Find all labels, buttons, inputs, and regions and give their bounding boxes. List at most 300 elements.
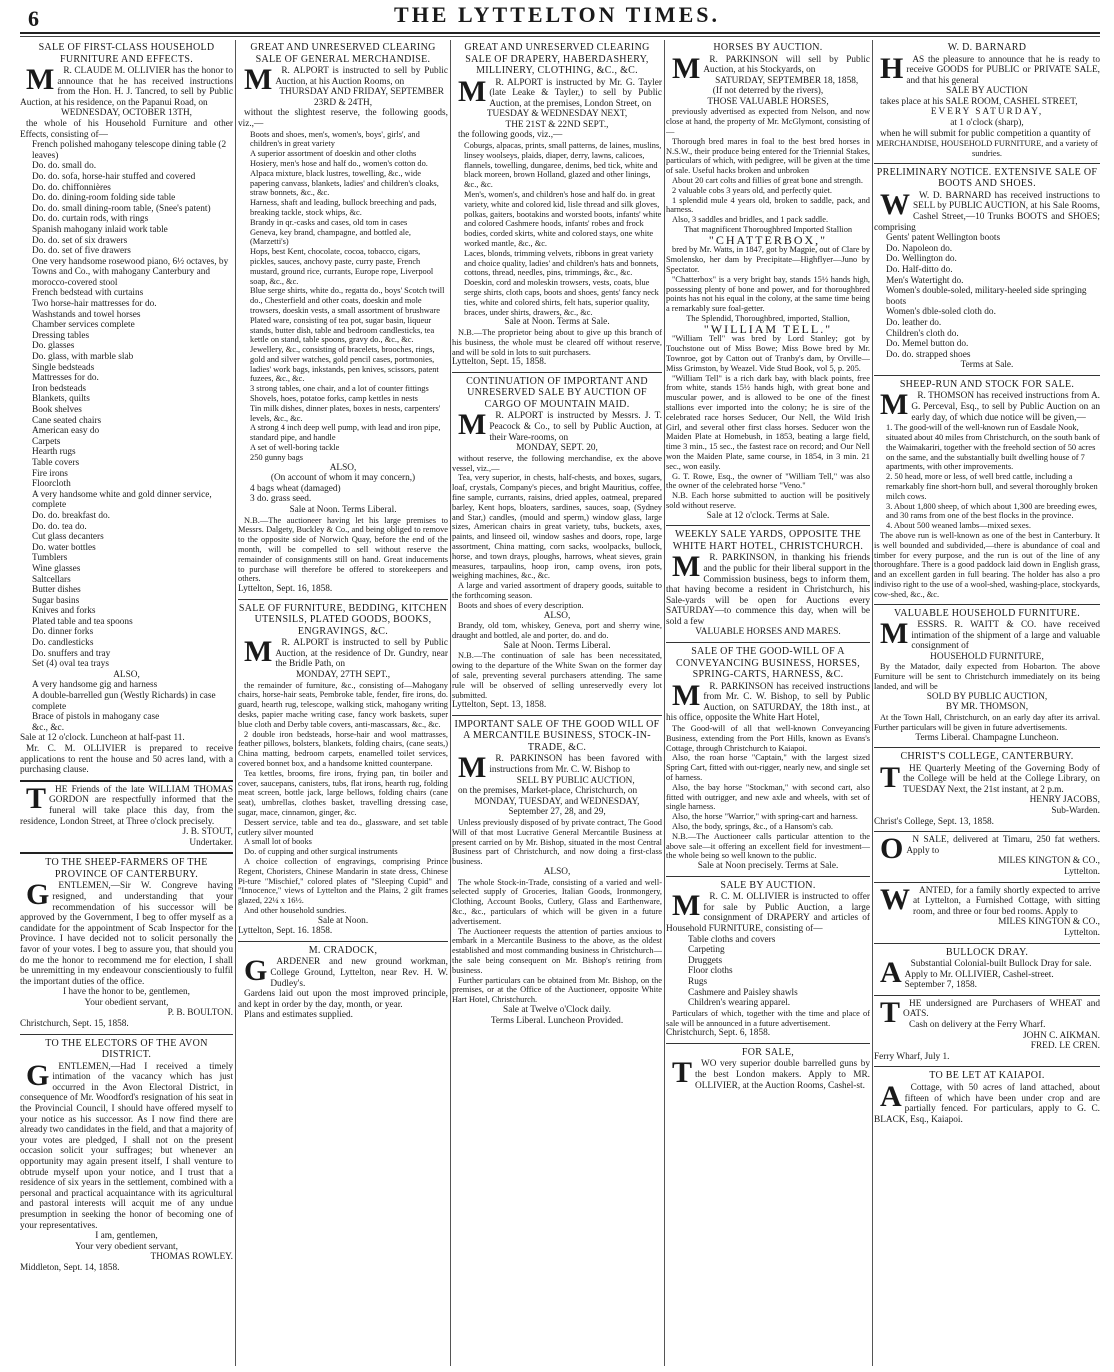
ad-separator (20, 1034, 233, 1035)
drop-cap: M (458, 408, 487, 442)
ad-text: Plans and estimates supplied. (244, 1010, 353, 1021)
list-item: Plated ware, consisting of tea pot, sugar basin, liqueur stands, butter dish, table and bedroom candlesticks, tea kettle on stand, table spoons, gravy do., &c., &c. (250, 315, 435, 345)
list-item: Cut glass decanters (32, 532, 104, 543)
ad-intro: R. ALPORT is instructed by Mr. G. Tayler (late Leake & Tayler,) to sell by Public Auction, at the premises, London Street, on (489, 77, 662, 109)
ad-separator (874, 375, 1100, 376)
ad-subheading: SELL BY PUBLIC AUCTION, (516, 775, 635, 786)
ad-separator (452, 715, 662, 716)
list-item: Do. do. breakfast do. (32, 510, 110, 521)
list-item: 3 strong tables, one chair, and a lot of counter fittings (250, 384, 429, 394)
list-item: Floor cloths (688, 966, 733, 977)
ad-separator (874, 943, 1100, 944)
ad-note: (If not deterred by the rivers), (712, 86, 824, 97)
date-line: Middleton, Sept. 14, 1858. (20, 1262, 120, 1273)
sale-date: TUESDAY & WEDNESDAY NEXT, (486, 109, 628, 120)
list-item: Do. Half-ditto do. (886, 265, 953, 275)
list-item: Gents' patent Wellington boots (886, 233, 1001, 244)
drop-cap: W (880, 882, 910, 916)
list-item: Do. do. sofa, horse-hair stuffed and covered (32, 171, 196, 182)
ad-body: The above run is well-known as one of the best in Canterbury. It is well bounded and subdivided,—there is abundance of coal and timber for every purpose, and the run is out of the line of any thoroughfare. There is a good paddock laid down in English grass, and an excellent garden in full bearing. The holder has also a pro indiviso right to the use of a wool-shed, washing-place, stockyards, cow-shed, &c., &c. (874, 530, 1100, 599)
column-divider (235, 40, 236, 1366)
ad-body: A large and varied assortment of drapery goods, suitable to the forthcoming season. (452, 581, 662, 601)
drop-cap: T (26, 781, 47, 815)
ad-body: At the Town Hall, Christchurch, on an early day after its arrival. Further particulars will be given in future advertisements. (874, 713, 1100, 732)
ad-body: without the slightest reserve, the following goods, viz.,— (238, 108, 448, 129)
horse-name: "WILLIAM TELL." (703, 321, 833, 336)
ad-body: Brandy, old tom, whiskey, Geneva, port and sherry wine, draught and bottled, ale and porter, do. and do. (452, 621, 662, 640)
ad-note: N.B.—The proprietor being about to give up this branch of his business, the whole must be cleared off without reserve, and will be sold in lots to suit purchasers. (452, 328, 662, 357)
ad-intro: R. ALPORT is instructed by Messrs. J. T. Peacock & Co., to sell by Public Auction, at their Ware-rooms, on (489, 411, 662, 443)
ad-heading: TO THE ELECTORS OF THE AVON DISTRICT. (45, 1037, 208, 1061)
sale-terms: Sale at Noon. Terms Liberal. (503, 640, 611, 651)
list-item: Brandy in qr.-casks and cases, old tom in cases (250, 217, 408, 227)
list-item: Plated table and tea spoons (32, 616, 133, 627)
list-item: French polished mahogany telescope dining table (2 leaves) (32, 140, 227, 161)
list-item: Do. do. set of six drawers (32, 235, 128, 246)
ad-separator (666, 525, 870, 526)
drop-cap: A (880, 1079, 902, 1113)
list-item: Table covers (32, 457, 80, 468)
ad-body: MERCHANDISE, HOUSEHOLD FURNITURE, and a variety of sundries. (876, 139, 1098, 159)
list-item: Mattresses for do. (32, 373, 99, 384)
sale-terms: Sale at 12 o'clock. Luncheon at half-past 11. (20, 733, 185, 744)
ad-text: ANTED, for a family shortly expected to arrive at Lyttelton, a Furnished Cottage, with sitting room, and three or four bed rooms. Apply to (913, 885, 1100, 917)
column-divider (664, 40, 665, 1366)
list-item: Tumblers (32, 553, 68, 564)
signer: JOHN C. AIKMAN. (1023, 1030, 1100, 1041)
ad-body: previously advertised as expected from Nelson, and now close at hand, the property of Mr. McGlymont, consisting of— (666, 107, 870, 137)
drop-cap: A (880, 956, 902, 990)
ad-text: Cottage, with 50 acres of land attached, about fifteen of which have been under crop and are partially fenced. For particulars, apply to G. C. BLACK, Esq., Kaiapoi. (874, 1082, 1100, 1125)
list-item: Saltcellars (32, 574, 71, 585)
ad-body: without reserve, the following merchandise, ex the above vessel, viz.,— (452, 453, 662, 473)
ad-heading: GREAT AND UNRESERVED CLEARING SALE OF GENERAL MERCHANDISE. (250, 42, 436, 65)
list-item: Do. do. strapped shoes (886, 349, 971, 360)
ad-body: Tea, very superior, in chests, half-chests, and boxes, sugars, loaf, crystals, Company's pieces, and bright Mauritius, coffee, fine sample, currants, raisins, dried apples, oatmeal, prepared barley, Kent hops, bloaters, sardines, sauces, soap, (Sydney and Star,) candles, (mould and sperm,) window glass, large sizes, American chairs in great variety, tubs, buckets, axes, paints, and linseed oil, window sashes and doors, rope, large assortment, China matting, corn sacks, woolpacks, bullock, horse, and town drays, ploughs, harrows, wheat sieves, grain measures, tarpaulins, hoop iron, camp ovens, iron pots, weighing machines, &c., &c. (452, 473, 662, 581)
ad-separator (666, 1043, 870, 1044)
ad-text: ENTLEMEN,—Sir W. Congreve having resigned, and understanding that your recommendation of his successor will be approved by the Government, I beg to offer myself as a candidate for the appointment of Scab Inspector for the Province. I have decided not to solicit personally the favor of your votes. I beg to assure you, that should you do me the honor to recommend me for election, I shall be unremitting in my endeavour conscientiously to fulfil the important duties of the office. (20, 881, 233, 987)
list-item: Do. water bottles (32, 542, 96, 553)
drop-cap: G (26, 878, 50, 912)
list-item: Do. do. dining-room folding side table (32, 193, 176, 204)
column-1 (20, 40, 233, 1366)
ad-heading: IMPORTANT SALE OF THE GOOD WILL OF A MERCANTILE BUSINESS, STOCK-IN-TRADE, &C. (454, 718, 660, 753)
ad-heading: HORSES BY AUCTION. (713, 42, 823, 53)
drop-cap: T (672, 1056, 693, 1090)
closing: Your very obedient servant, (75, 1241, 178, 1252)
ad-text: Substantial Colonial-built Bullock Dray for sale. (910, 959, 1092, 970)
list-item: Blankets, quilts (32, 394, 90, 405)
sale-terms: Sale at Twelve o'Clock daily. (503, 1004, 611, 1015)
ad-body: the whole of his Household Furniture and other Effects, consisting of— (20, 118, 233, 140)
ad-body: when he will submit for public competition a quantity of (880, 128, 1091, 139)
signer-title: Sub-Warden. (1051, 806, 1100, 817)
drop-cap: M (880, 388, 909, 422)
list-item: Chamber services complete (32, 320, 135, 331)
list-item: A double-barrelled gun (Westly Richards) in case complete (32, 691, 216, 712)
signer: HENRY JACOBS, (1029, 795, 1100, 806)
ad-separator (238, 599, 448, 600)
item-list (20, 140, 233, 670)
column-2 (238, 40, 448, 1366)
date-line: Lyttelton, Sept. 15, 1858. (452, 357, 547, 368)
list-item: Cashmere and Paisley shawls (688, 987, 798, 998)
list-item: Children's cloth do. (886, 328, 959, 339)
list-item: Single bedsteads (32, 362, 95, 373)
list-item: Boots and shoes, men's, women's, boys', girls', and children's in great variety (250, 129, 420, 149)
ad-body: And other household sundries. (244, 906, 347, 915)
page-number: 6 (28, 6, 39, 31)
ad-text: W. D. BARNARD has received instructions to SELL by PUBLIC AUCTION, at his Sale Rooms, Cashel Street,—10 Trunks BOOTS and SHOES; comprising (874, 190, 1100, 233)
list-item: (On account of whom it may concern,) (270, 473, 416, 484)
ad-body: Unless previously disposed of by private contract, The Good Will of that most Lucrative General Mercantile Business at present carried on by Mr. Bishop, situated in the most Central Business part of Christchurch, and now doing a first-class business. (452, 818, 662, 867)
list-item: 4. About 500 weaned lambs—mixed sexes. (886, 521, 1031, 531)
list-item: Doeskin, cord and moleskin trowsers, vests, coats, blue serge shirts, cloth caps, boots and shoes, gents' fancy neck ties, white and colored shirts, felt hats, superior quality, braces, under shirts, drawers, &c., &c. (464, 278, 659, 317)
list-item: 4 bags wheat (damaged) (250, 483, 341, 494)
list-item: Do. do. set of five drawers (32, 246, 131, 257)
ad-heading: PRELIMINARY NOTICE. EXTENSIVE SALE OF BOOTS AND SHOES. (876, 166, 1098, 190)
ad-body: on the premises, Market-place, Christchurch, on (458, 786, 638, 797)
sale-date: THURSDAY AND FRIDAY, SEPTEMBER 23RD & 24TH, (279, 87, 444, 108)
date-line: Ferry Wharf, July 1. (874, 1051, 950, 1062)
list-item: A superior assortment of doeskin and other cloths (250, 149, 417, 159)
list-item: Dressing tables (32, 330, 90, 341)
ad-body: Further particulars can be obtained from Mr. Bishop, on the premises, or at the Office of the Auctioneer, opposite White Hart Hotel, Christchurch. (452, 975, 662, 1005)
ad-subheading: SALE BY AUCTION (946, 86, 1028, 97)
list-item: Carpets (32, 436, 61, 447)
ad-body: Also, 3 saddles and bridles, and 1 pack saddle. (672, 215, 829, 225)
list-item: Do. do. tea do. (32, 521, 87, 532)
ad-body: A small lot of books (244, 837, 312, 847)
list-item: Do. leather do. (886, 317, 942, 328)
drop-cap: M (672, 550, 701, 584)
signer-place: Lyttelton. (1064, 928, 1100, 939)
list-item: American easy do (32, 426, 100, 437)
ad-text: ESSRS. R. WAITT & CO. have received intimation of the shipment of a large and valuable consignment of (911, 620, 1100, 652)
list-item: Men's, women's, and children's hose and half do. in great variety, white and colored kid, lisle thread and silk gloves, polkas, gaiters, bootakins and worsted boots, infants' white and colored Cashmere hoods, infants' robes and frock bodies, corded skirts, white and colored stays, one white worked mantle, &c., &c. (464, 190, 662, 249)
drop-cap: M (880, 617, 909, 651)
ad-intro: R. CLAUDE M. OLLIVIER has the honor to announce that he has received instructions from the Hon. H. J. Tancred, to sell by Public Auction, at his residence, on the Papanui Road, on (20, 66, 233, 108)
ad-body: Dessert service, table and tea do., glassware, and set table cutlery silver mounted (238, 817, 448, 837)
list-item: Two horse-hair mattresses for do. (32, 299, 157, 310)
ad-text: HE Quarterly Meeting of the Governing Body of the College will be held at the College Library, on TUESDAY Next, the 21st instant, at 2 p.m. (903, 763, 1100, 795)
list-item: Do. do. curtain rods, with rings (32, 214, 149, 225)
list-item: Butter dishes (32, 585, 81, 596)
ad-body: bred by Mr. Watts, in 1847, got by Magpie, out of Clare by Smolensko, her dam by Precipitate—Highflyer—Juno by Spectator. (666, 245, 870, 275)
list-item: Blue serge shirts, white do., regatta do., boys' Scotch twill do., Chesterfield and other coats, doeskin and mole trowsers, doeskin vests, a small assortment of brushware (250, 286, 445, 315)
list-item: 3 do. grass seed. (250, 494, 312, 505)
list-item: Laces, blonds, trimming velvets, ribbons in great variety and choice quality, ladies' and children's hats and bonnets, cottons, thread, needles, pins, trimmings, &c., &c. (464, 248, 659, 278)
drop-cap: M (26, 63, 55, 96)
ad-body: Particulars of which, together with the time and place of sale will be announced in a future advertisement. (666, 1008, 870, 1028)
signer: P. B. BOULTON. (167, 1008, 233, 1019)
list-item: Jewellery, &c., consisting of bracelets, brooches, rings, gold and silver watches, gold pencil cases, portmonies, ladies' work bags, inkstands, pen knives, scissors, patent fuzees, &c., &c. (250, 345, 439, 384)
closing: Your obedient servant, (84, 997, 169, 1008)
list-item: Geneva, key brand, champagne, and bottled ale, (Marzetti's) (250, 227, 411, 247)
sale-date: SATURDAY, SEPTEMBER 18, 1858, (715, 75, 859, 86)
sale-date: MONDAY, 27TH SEPT., (295, 670, 391, 681)
list-item: Washstands and towel horses (32, 309, 141, 320)
ad-text: AS the pleasure to announce that he is ready to receive GOODS for PUBLIC or PRIVATE SALE, and that his general (906, 54, 1100, 86)
ad-heading: CHRIST'S COLLEGE, CANTERBURY. (900, 751, 1074, 763)
sale-date: WEDNESDAY, OCTOBER 13TH, (60, 108, 193, 119)
column-4 (666, 40, 870, 1366)
ad-body: Also, the body, springs, &c., of a Hansom's cab. (672, 821, 833, 831)
ad-intro: R. PARKINSON has been favored with instructions from Mr. C. W. Bishop to (489, 754, 662, 776)
list-item: Do. candlesticks (32, 638, 94, 649)
signer: THOMAS ROWLEY. (150, 1252, 233, 1263)
ad-body: 1 splendid mule 4 years old, broken to saddle, pack, and harness. (666, 195, 870, 215)
ad-body: "William Tell" was bred by Lord Stanley; got by Touchstone out of Miss Bowe; Miss Bowe bred by Mr. Townroe, got by Catton out of Tranby's dam, by Orville—Miss Grimston, by Weazel. Vide Stud Book, vol 5, p. 205. (666, 334, 870, 373)
list-item: Carpeting (688, 945, 725, 956)
ad-body: the following goods, viz.,— (458, 130, 563, 141)
list-item: Do. Wellington do. (886, 254, 957, 265)
ad-heading: GREAT AND UNRESERVED CLEARING SALE OF DRAPERY, HABERDASHERY, MILLINERY, CLOTHING, &C., &C. (464, 42, 650, 76)
ad-separator (666, 876, 870, 877)
signer-place: Lyttelton. (1064, 867, 1100, 878)
list-item: A very handsome gig and harness (32, 680, 158, 691)
ad-body: Also, the bay horse "Stockman," with second cart, also fitted with outrigger, and new axle and wheels, with set of single harness. (666, 782, 870, 812)
list-item: Floorcloth (32, 479, 71, 490)
sale-terms: Terms Liberal. Luncheon Provided. (490, 1015, 624, 1026)
ad-body: Tea kettles, brooms, fire irons, frying pan, tin boiler and cover, saucepans, canisters, tubs, flat irons, hearth rug, folding meat screen, bottle jack, large bellows, folding chairs (cane seat), umbrellas, clothes basket, travelling dressing case, sugar, mace, cinnamon, ginger, &c. (238, 768, 448, 818)
list-item: Hosiery, men's hose and half do., women's cotton do. (250, 158, 428, 168)
list-item: A strong 4 inch deep well pump, with lead and iron pipe, standard pipe, and handle (250, 423, 441, 443)
sale-terms: Terms Liberal. Champagne Luncheon. (915, 732, 1059, 743)
drop-cap: M (458, 751, 487, 785)
column-divider (872, 40, 873, 1366)
signer: FRED. LE CREN. (1030, 1041, 1100, 1052)
ad-heading: FOR SALE, (741, 1046, 795, 1058)
sale-date: MONDAY, TUESDAY, and WEDNESDAY, (474, 796, 640, 807)
list-item: Sugar basins (32, 595, 80, 606)
date-line: Christchurch, Sept. 15, 1858. (20, 1019, 129, 1030)
ad-body: the remainder of furniture, &c., consisting of—Mahogany chairs, horse-hair seats, Pembroke table, fender, fire irons, do. guard, hearth rug, telescope, walking stick, mahogany writing desks, papier mache writing case, fancy work baskets, super blue cloth and Derby table covers, anti-mascassars, &c., &c. (238, 680, 448, 729)
ad-text: R. C. M. OLLIVIER is instructed to offer for sale by Public Auction, a large consignment of DRAPERY and articles of Household FURNITURE, consisting of— (666, 892, 870, 934)
ad-body: That magnificent Thoroughbred Imported Stallion (683, 225, 853, 235)
ad-body: Also, the horse "Warrior," with spring-cart and harness. (672, 812, 858, 822)
drop-cap: M (672, 51, 701, 85)
list-item: Knives and forks (32, 606, 96, 617)
ad-heading: VALUABLE HOUSEHOLD FURNITURE. (893, 607, 1080, 619)
ad-separator (874, 604, 1100, 605)
list-item: 2. 50 head, more or less, of well bred cattle, including a remarkably fine short-horn bull, and several thoroughly broken milch cows. (886, 472, 1098, 501)
list-item: &c., &c. (32, 722, 65, 733)
drop-cap: M (244, 63, 273, 96)
sale-terms: Terms at Sale. (960, 360, 1014, 371)
ad-body: The Auctioneer requests the attention of parties anxious to embark in a Mercantile Business to the above, as the oldest established and most commanding business in Christchurch—the sale being consequent on Mr. Bishop's retiring from business. (452, 926, 662, 975)
ad-text: ENTLEMEN,—Had I received a timely intimation of the vacancy which has just occurred in the Avon Electoral District, in consequence of Mr. Woodford's resignation of his seat in the Provincial Council, I should have offered myself to your notice as his successor. As I now find there are already two candidates in the field, and that a majority of your votes are pledged, I shall not on the present occasion solicit your suffrages; but whenever an opportunity may again present itself, I shall venture to obtrude myself upon your notice, and I trust that a residence of six years in the settlement, combined with a personal and practical acquaintance with its agricultural and pastoral interests will acquit me of any undue presumption in seeking the honor of becoming one of your representatives. (20, 1061, 233, 1231)
column-divider (450, 40, 451, 1366)
also-label: ALSO, (113, 669, 140, 680)
list-item: Tin milk dishes, dinner plates, boxes in nests, carpenters' levels, &c., &c. (250, 403, 441, 423)
sale-terms: Sale at Noon precisely. Terms at Sale. (697, 861, 839, 872)
sale-date: THE 21ST & 22ND SEPT., (505, 119, 609, 130)
ad-text: HE undersigned are Purchasers of WHEAT and OATS. (903, 998, 1100, 1020)
date-line: Christchurch, Sept. 6, 1858. (666, 1028, 771, 1039)
drop-cap: W (880, 187, 910, 221)
column-5 (874, 40, 1100, 1366)
sale-date: September 27, 28, and 29, (508, 807, 606, 818)
ad-body: Thorough bred mares in foal to the best bred horses in N.S.W., their produce being entered for the Triennial Stakes, particulars of which, with pedigree, will be given at the time of sale. Useful hacks broken and unbroken (666, 136, 870, 176)
ad-body: 2 valuable cobs 3 years old, and perfectly quiet. (672, 185, 833, 195)
ad-text: ARDENER and new ground workman, College Ground, Lyttelton, near Rev. H. W. Dudley's. (270, 957, 448, 989)
list-item: Alpaca mixture, black lustres, towelling, &c., wide papering canvass, blankets, ladies' and children's cloaks, straw bonnets, &c., &c. (250, 168, 439, 198)
ad-separator (874, 831, 1100, 832)
ad-heading: WEEKLY SALE YARDS, OPPOSITE THE WHITE HART HOTEL, CHRISTCHURCH. (672, 529, 864, 552)
drop-cap: M (672, 678, 701, 712)
ad-heading: SHEEP-RUN AND STOCK FOR SALE. (899, 378, 1075, 390)
list-item: 3. About 1,800 sheep, of which about 1,300 are breeding ewes, and 30 rams from one of the best flocks in the province. (886, 501, 1097, 521)
ad-intro: R. ALPORT is instructed to sell by Public Auction, at the residence of Dr. Gundry, near the Bridle Path, on (275, 638, 448, 670)
list-item: Do. glasses (32, 341, 75, 352)
ad-separator (874, 163, 1100, 164)
ad-subheading: SOLD BY PUBLIC AUCTION, (926, 691, 1048, 702)
masthead-rule (20, 32, 1100, 34)
list-item: Men's Watertight do. (886, 275, 964, 286)
list-item: Do. Memel button do. (886, 339, 969, 350)
ad-text: Gardens laid out upon the most improved principle, and kept in order by the day, month, or year. (238, 989, 448, 1010)
ad-separator (874, 747, 1100, 748)
list-item: Do. Napoleon do. (886, 243, 953, 254)
drop-cap: T (880, 995, 901, 1029)
ad-separator (874, 995, 1100, 996)
ad-subheading: BY MR. THOMSON, (945, 702, 1029, 713)
list-item: Shovels, hoes, potatoe forks, camp kettles in nests (250, 394, 418, 404)
sale-date: MONDAY, SEPT. 20, (516, 443, 598, 454)
drop-cap: G (26, 1058, 50, 1092)
ad-separator (238, 941, 448, 942)
ad-body: Do. of cupping and other surgical instruments (244, 847, 398, 857)
ad-intro: R. PARKINSON will sell by Public Auction, at his Stockyards, on (703, 54, 870, 76)
ad-separator (20, 780, 233, 782)
drop-cap: H (880, 51, 904, 85)
drop-cap: G (244, 954, 268, 988)
signer: MILES KINGTON & CO., (998, 917, 1100, 928)
ad-separator (452, 372, 662, 373)
also-label: ALSO, (543, 867, 571, 878)
ad-heading: SALE BY AUCTION. (720, 879, 816, 891)
list-item: Harness, shaft and leading, bullock breeching and pads, breaking tackle, stock whips, &c. (250, 198, 437, 217)
ad-body: Cash on delivery at the Ferry Wharf. (909, 1020, 1046, 1031)
masthead (0, 2, 1114, 36)
signer: MILES KINGTON & CO., (998, 856, 1100, 867)
masthead-rule-thin (20, 36, 1100, 37)
ad-heading: M. CRADOCK, (308, 944, 378, 956)
ad-note: N.B.—The continuation of sale has been necessitated, owing to the departure of the White Swan on the former day of sale, preventing several purchasers attending. The same rule will be observed of selling unreservedly every lot submitted. (452, 651, 662, 700)
ad-heading: SALE OF THE GOOD-WILL OF A CONVEYANCING BUSINESS, HORSES, SPRING-CARTS, HARNESS, &C. (675, 646, 861, 681)
ad-body: The Splendid, Thoroughbred, imported, Stallion, (686, 314, 850, 323)
list-item: Spanish mahogany inlaid work table (32, 224, 168, 235)
newspaper-title: THE LYTTELTON TIMES. (394, 2, 720, 27)
signer-title: Undertaker. (189, 837, 233, 848)
ad-heading: SALE OF FURNITURE, BEDDING, KITCHEN UTENSILS, PLATED GOODS, BOOKS, ENGRAVINGS, &C. (238, 602, 448, 637)
horse-name: "CHATTERBOX," (708, 232, 828, 247)
ad-body: Also, the roan horse "Captain," with the largest sized Spring Cart, fitted with out-rigger, nearly new, and single set of harness. (666, 753, 870, 782)
list-item: Book shelves (32, 405, 82, 415)
ad-body: Apply to Mr. OLLIVIER, Cashel-street. (904, 969, 1054, 980)
also-label: ALSO, (329, 462, 357, 473)
list-item: Women's dble-soled cloth do. (886, 307, 996, 318)
ad-note: N.B.—The auctioneer having let his large premises to Messrs. Dalgety, Buckley & Co., and being obliged to remove to the opposite side of Norwich Quay, before the end of the month, will be compelled to sell without reserve the remainder of consignments still on hand. Great inducements to purchase will therefore be offered to storekeepers and others. (238, 515, 448, 584)
ad-footer: Mr. C. M. OLLIVIER is prepared to receive applications to rent the house and 50 acres land, with a purchasing clause. (20, 744, 233, 776)
ad-separator (666, 642, 870, 643)
ad-subheading: VALUABLE HORSES AND MARES. (695, 627, 841, 638)
ad-body: G. T. Rowe, Esq., the owner of "William Tell," was also the owner of the celebrated horse "Veno." (666, 471, 870, 491)
ad-body: "William Tell" is a rich dark bay, with black points, free from white, stands 15½ hands high, with great bone and muscular power, and is allowed to be one of the finest stallions ever imported into the colony; he is sire of the celebrated race horses Seducer, Our Nell, the Wild Irish Girl, and several other first class horses. Seducer won the Maiden Plate at Homebush, in 1853, beating a large field, time 3 min., 15 sec., the fastest race on record; and Our Nell won the Maiden Plate, same course, in 1854, in 3 min. 21 sec., won easily. (666, 373, 870, 471)
list-item: Iron bedsteads (32, 383, 86, 394)
ad-subheading: HOUSEHOLD FURNITURE, (930, 651, 1044, 662)
drop-cap: M (672, 889, 701, 923)
ad-text: R. THOMSON has received instructions from A. G. Perceval, Esq., to sell by Public Auction on an early day, of which due notice will be given,— (911, 391, 1100, 423)
list-item: A set of well-boring tackle (250, 443, 340, 453)
date-line: Lyttelton, Sept. 16, 1858. (238, 584, 333, 595)
list-item: One very handsome rosewood piano, 6½ octaves, by Towns and Co., with mahogany Canterbury and morocco-covered stool (32, 256, 229, 288)
sale-terms: Sale at Noon. Terms Liberal. (289, 505, 397, 516)
ad-text: N SALE, delivered at Timaru, 250 fat wethers. Apply to (906, 835, 1100, 856)
list-item: 250 gunny bags (250, 452, 304, 462)
list-item: Fire irons (32, 468, 68, 479)
ad-body: 2 double iron bedsteads, horse-hair and wool mattrasses, feather pillows, bolsters, blankets, folding chairs, (cane seats,) China matting, bedroom carpets, enamelled toilet services, covered bonnet box, and a handsome knitted counterpane. (238, 729, 448, 769)
ad-body: N.B. Each horse submitted to auction will be positively sold without reserve. (666, 491, 870, 510)
list-item: Coburgs, alpacas, prints, small patterns, de laines, muslins, linsey woolseys, plaids, diaper, derry, lawns, calicoes, flannels, towelling, dungaree, denims, bed tick, white and black moreen, brown Holland, glazed and other linings, &c., &c. (464, 141, 662, 190)
ad-body: The Good-will of all that well-known Conveyancing Business, extending from the Port Hills, known as Evans's Cottage, through Christchurch to Kaiapoi. (666, 723, 870, 753)
list-item: Do. do. small dining-room table, (Snee's patent) (32, 203, 211, 214)
list-item: Brace of pistols in mahogany case (32, 712, 160, 723)
ad-text: HE Friends of the late WILLIAM THOMAS GORDON are respectfully informed that the funeral will take place this day, from the residence, London Street, at Three o'clock precisely. (20, 784, 233, 827)
closing: I am, gentlemen, (95, 1231, 158, 1242)
ad-subheading: THOSE VALUABLE HORSES, (707, 96, 829, 107)
ad-body: By the Matador, daily expected from Hobarton. The above Furniture will be sent to Christchurch immediately on its being landed, and will be (874, 662, 1100, 692)
list-item: Table cloths and covers (688, 934, 776, 945)
ad-text: R. PARKINSON, in thanking his friends and the public for their liberal support in the Commission business, begs to inform them, that having become a resident in Christchurch, his Sale-yards will be open for Auctions every SATURDAY—to commence this day, when will be sold a few (666, 553, 870, 627)
list-item: Women's double-soled, military-heeled side springing boots (886, 286, 1087, 307)
ad-body: A choice collection of engravings, comprising Prince Regent, Choristers, Chinese Mandarin in state dress, Chinese Pi-ture "Mischief," colored plates of "Sleeping Cupid" and "Innocence," views of Lyttelton and the Plains, 2 gilt frames glazed, 22¼ x 16½. (238, 857, 448, 906)
column-3 (452, 40, 662, 1366)
list-item: Cane seated chairs (32, 415, 102, 426)
list-item: Set (4) oval tea trays (32, 659, 109, 670)
list-item: Rugs (688, 976, 708, 987)
sale-terms: Sale at 12 o'clock. Terms at Sale. (706, 510, 830, 521)
list-item: Do. glass, with marble slab (32, 352, 134, 363)
also-label: ALSO, (543, 610, 571, 621)
list-item: A very handsome white and gold dinner service, complete (32, 489, 212, 511)
ad-heading: SALE OF FIRST-CLASS HOUSEHOLD FURNITURE AND EFFECTS. (38, 42, 215, 65)
drop-cap: T (880, 760, 901, 794)
list-item: Hops, best Kent, chocolate, cocoa, tobacco, cigars, pickles, sauces, anchovy paste, curry paste, French mustard, ground rice, currants, Europe rope, Liverpool soap, &c., &c. (250, 247, 434, 286)
ad-body: takes place at his SALE ROOM, CASHEL STREET, (880, 96, 1078, 107)
list-item: Do. do. chiffonnières (32, 182, 111, 193)
ad-text: R. PARKINSON has received instructions from Mr. C. W. Bishop, to sell by Public Auction, on SATURDAY, the 18th inst., at his office, opposite the White Hart Hotel, (666, 681, 870, 724)
list-item: Wine glasses (32, 563, 81, 574)
list-item: Do. snuffers and tray (32, 648, 111, 659)
ad-heading: CONTINUATION OF IMPORTANT AND UNRESERVED SALE BY AUCTION OF CARGO OF MOUNTAIN MAID. (466, 375, 648, 410)
date-line: Christ's College, Sept. 13, 1858. (874, 816, 994, 827)
sale-terms: Sale at Noon. (317, 915, 369, 926)
date-line: Lyttelton, Sept. 13, 1858. (452, 700, 547, 711)
ad-subheading: EVERY SATURDAY, (930, 107, 1044, 118)
ad-body: The whole Stock-in-Trade, consisting of a varied and well-selected supply of Groceries, Italian Goods, Ironmongery, Clothing, Account Books, Cutlery, Glass and Earthenware, &c., &c., particulars of which will be given in a future advertisement. (452, 877, 662, 926)
ad-body: "Chatterbox" is a very bright bay, stands 15½ hands high, possessing plenty of bone and power, and for thoroughbred points has not his equal in the colony, at the same time being a remarkably sure foal-getter. (666, 274, 870, 314)
ad-body: About 20 cart colts and fillies of great bone and strength. (672, 176, 863, 186)
list-item: 1. The good-will of the well-known run of Easdale Nook, situated about 40 miles from Christchurch, on the south bank of the Waimakariri, together with the freehold section of 50 acres on the same, and the substantially built dwelling house of 7 apartments, with other improvements. (886, 423, 1100, 472)
list-item: French bedstead with curtains (32, 288, 144, 299)
list-item: Do. do. small do. (32, 161, 97, 172)
list-item: Hearth rugs (32, 447, 76, 458)
ad-heading: W. D. BARNARD (947, 42, 1027, 53)
ad-separator (20, 852, 233, 854)
ad-heading: TO BE LET AT KAIAPOI. (929, 1070, 1045, 1082)
